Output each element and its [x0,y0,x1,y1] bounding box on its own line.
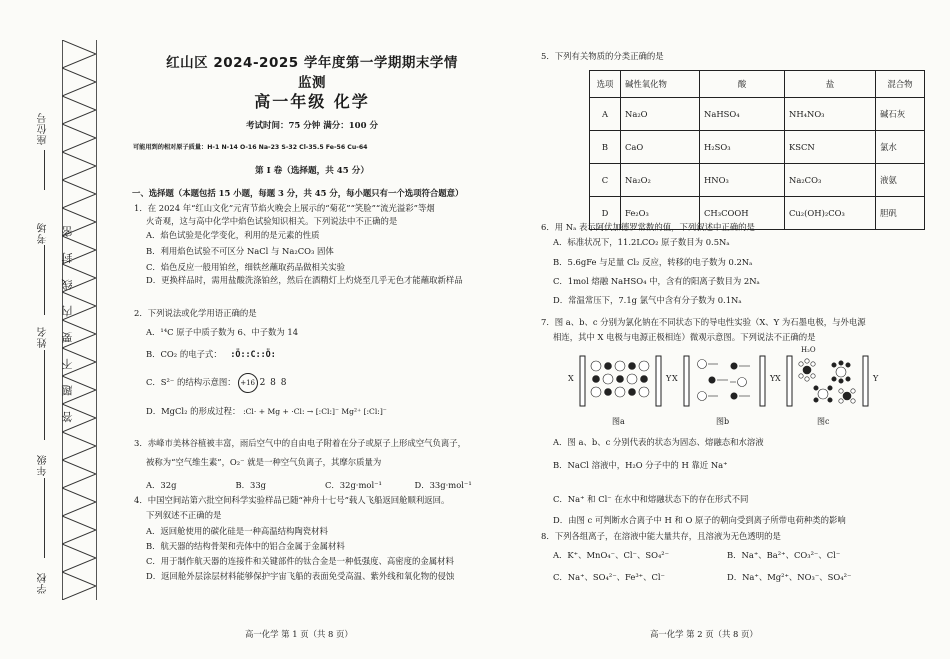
classification-table [589,70,925,230]
question-7-stem [541,316,911,345]
table-header-row [590,71,925,98]
q6-option-b: B．5.6gFe 与足量 Cl₂ 反应，转移的电子数为 0.2Nₐ [553,256,753,267]
q4-option-a: A．返回舱使用的碳化硅是一种高温结构陶瓷材料 [146,525,328,536]
table-cell: B [590,131,621,164]
page-2-footer: 高一化学 第 2 页（共 8 页） [650,629,758,639]
electrode-y-label: Y [666,374,672,383]
figure-b-caption: 图b [716,417,730,426]
table-row [590,98,925,131]
q8-option-b: B．Na⁺、Ba²⁺、CO₃²⁻、Cl⁻ [727,550,841,561]
q8-options-row-1 [541,549,901,562]
q2-option-d [134,405,504,418]
nucleus-circle: +16 [238,373,258,393]
q2-option-b-label: B．CO₂ 的电子式： [146,348,222,359]
q3-option-b: B．33g [235,479,267,490]
exam-room-label: 考场 [38,222,49,244]
q4-option-d: D．返回舱外层涂层材料能够保护宇宙飞船的表面免受高温、紫外线和氧化物的侵蚀 [146,571,455,582]
q1-option-b: B．利用焰色试验不可区分 NaCl 与 Na₂CO₃ 固体 [146,245,334,256]
q1-option-d: D．更换样品时，需用盐酸洗涤铂丝，然后在酒精灯上灼烧至几乎无色才能蘸取新样品 [146,275,463,286]
q1-stem-2: 火奇观，这与高中化学中焰色试验知识相关。下列说法中不正确的是 [146,216,398,227]
figure-c [775,346,885,426]
seal-notice: 答 题 不 要 内 线 封 密 [61,220,74,423]
q2-option-c [134,373,504,393]
q4-stem-1: 4．中国空间站第六批空间科学实验样品已随“神舟十七号”载人飞船返回舱顺利返回。 [134,495,450,505]
electrode-x-label: X [775,374,781,383]
table-cell: Na₂CO₃ [785,164,876,197]
q7-option-d: D．由图 c 可判断水合离子中 H 和 O 原子的朝向受到离子所带电荷种类的影响 [553,514,846,525]
table-cell: NaHSO₄ [700,98,785,131]
table-row [590,131,925,164]
q3-options [134,479,504,492]
q4-option-c: C．用于制作航天器的连接件和关键部件的钛合金是一种低强度、高密度的金属材料 [146,556,454,567]
figure-c-caption: 图c [817,417,830,426]
q7-option-b: B．NaCl 溶液中，H₂O 分子中的 H 靠近 Na⁺ [553,460,728,471]
electrode-y-label: Y [770,374,776,383]
section-heading: 一、选择题（本题包括 15 小题，每题 3 分，共 45 分，每小题只有一个选项符合题意） [132,188,464,198]
question-1 [134,202,504,288]
table-header-cell: 酸 [700,71,785,98]
figure-c-drawing [775,352,885,412]
table-cell: NH₄NO₃ [785,98,876,131]
table-cell: A [590,98,621,131]
q8-option-d: D．Na⁺、Mg²⁺、NO₃⁻、SO₄²⁻ [727,571,852,582]
q8-stem: 8．下列各组离子，在溶液中能大量共存，且溶液为无色透明的是 [541,531,781,541]
figure-b-drawing [672,352,782,412]
q7-stem-1: 7．图 a、b、c 分别为氯化钠在不同状态下的导电性实验（X、Y 为石墨电极，与外电源 [541,317,866,327]
table-cell: 氯水 [876,131,925,164]
binding-rule-right [96,40,97,600]
q2-option-c-label: C．S²⁻ 的结构示意图： [146,377,236,388]
q7-stem-2: 相连，其中 X 电极与电源正极相连）微观示意图。下列说法不正确的是 [553,332,816,343]
table-header-cell: 盐 [785,71,876,98]
q7-option-c: C．Na⁺ 和 Cl⁻ 在水中和熔融状态下的存在形式不同 [553,493,749,504]
exam-title: 红山区 2024-2025 学年度第一学期期末学情监测 [166,55,458,91]
q1-option-c: C．焰色反应一般用铂丝，细铁丝蘸取药品做相关实验 [146,262,346,273]
electron-shells: 2 8 8 [259,377,288,388]
q3-stem-2: 被称为“空气维生素”，O₂⁻ 就是一种空气负离子，其摩尔质量为 [146,457,382,468]
name-label: 姓名 [38,326,49,348]
water-molecule-label: H₂O [801,346,816,354]
figure-b [672,352,782,426]
question-6 [541,221,901,307]
q2-option-a: A．¹⁴C 原子中质子数为 6、中子数为 14 [146,327,299,338]
table-cell: CaO [621,131,700,164]
table-cell: Na₂O [621,98,700,131]
q6-option-d: D．常温常压下，7.1g 氯气中含有分子数为 0.1Nₐ [553,295,742,306]
seat-line [44,150,45,190]
sulfide-structure-diagram [238,373,288,393]
school-label: 学校 [38,572,49,594]
table-cell: H₂SO₃ [700,131,785,164]
electrode-x-label: X [568,374,574,383]
question-7-options [553,436,913,527]
co2-electron-formula: :Ö::C::Ö: [230,348,276,359]
question-8 [541,530,901,584]
electrode-x-label: X [672,374,678,383]
table-cell: Fe₂O₃ [621,197,700,230]
table-cell: Na₂O₂ [621,164,700,197]
table-cell: CH₃COOH [700,197,785,230]
page-1-footer: 高一化学 第 1 页（共 8 页） [245,629,353,639]
electrode-y-label: Y [873,374,879,383]
grade-line [44,478,45,558]
name-line [44,350,45,440]
q3-option-a: A．32g [146,479,177,490]
question-4 [134,494,504,584]
grade-label: 年级 [38,454,49,476]
q7-option-a: A．图 a、b、c 分别代表的状态为固态、熔融态和水溶液 [553,437,764,447]
question-2 [134,307,504,418]
mgcl2-formation: :Cl· + Mg + ·Cl: → [:Cl:]⁻ Mg²⁺ [:Cl:]⁻ [243,406,387,416]
figure-a-caption: 图a [612,417,625,426]
q1-stem-1: 1．在 2024 年“红山文化”元宵节焰火晚会上展示的“菊花”“笑脸”“流光溢彩”等烟 [134,203,435,213]
q3-option-d: D．33g·mol⁻¹ [414,479,472,490]
q2-option-d-label: D．MgCl₂ 的形成过程： [146,405,241,416]
q2-stem: 2．下列说法或化学用语正确的是 [134,308,257,318]
part-heading: 第 I 卷（选择题，共 45 分） [255,166,369,176]
table-cell: Cu₂(OH)₂CO₃ [785,197,876,230]
table-cell: 液氨 [876,164,925,197]
q8-option-c: C．Na⁺、SO₄²⁻、Fe³⁺、Cl⁻ [553,571,665,582]
q8-option-a: A．K⁺、MnO₄⁻、Cl⁻、SO₄²⁻ [553,550,670,561]
exam-subtitle: 高一年级 化学 [254,92,370,111]
q4-option-b: B．航天器的结构骨架和壳体中的铝合金属于金属材料 [146,540,345,551]
table-cell: HNO₃ [700,164,785,197]
atomic-masses: 可能用到的相对原子质量：H-1 N-14 O-16 Na-23 S-32 Cl-35.5 Fe-56 Cu-64 [133,144,368,151]
table-header-cell: 碱性氧化物 [621,71,700,98]
binding-strip [0,0,108,659]
seat-label: 座位号 [38,112,49,145]
q3-stem-1: 3．赤峰市美林谷植被丰富，雨后空气中的自由电子附着在分子或原子上形成空气负离子， [134,438,466,448]
q4-stem-2: 下列叙述不正确的是 [146,510,222,521]
figure-a-drawing [568,352,678,412]
table-cell: 胆矾 [876,197,925,230]
q8-options-row-2 [541,571,901,584]
q5-stem: 5．下列有关物质的分类正确的是 [541,51,664,61]
table-header-cell: 混合物 [876,71,925,98]
exam-room-line [44,245,45,315]
q3-option-c: C．32g·mol⁻¹ [325,479,382,490]
table-cell: D [590,197,621,230]
table-row [590,164,925,197]
q1-option-a: A．焰色试验是化学变化，利用的是元素的性质 [146,229,320,240]
table-cell: C [590,164,621,197]
q2-option-b [134,348,504,361]
table-header-cell: 选项 [590,71,621,98]
table-cell: KSCN [785,131,876,164]
q6-option-a: A．标准状况下，11.2LCO₂ 原子数目为 0.5Nₐ [553,237,730,248]
q6-option-c: C．1mol 熔融 NaHSO₄ 中，含有的阳离子数目为 2Nₐ [553,275,760,286]
figure-a [568,352,678,426]
time-score: 考试时间：75 分钟 满分：100 分 [246,121,378,131]
q6-stem: 6．用 Nₐ 表示阿伏加德罗常数的值，下列叙述中正确的是 [541,222,755,232]
question-3 [134,437,504,492]
table-cell: 碱石灰 [876,98,925,131]
